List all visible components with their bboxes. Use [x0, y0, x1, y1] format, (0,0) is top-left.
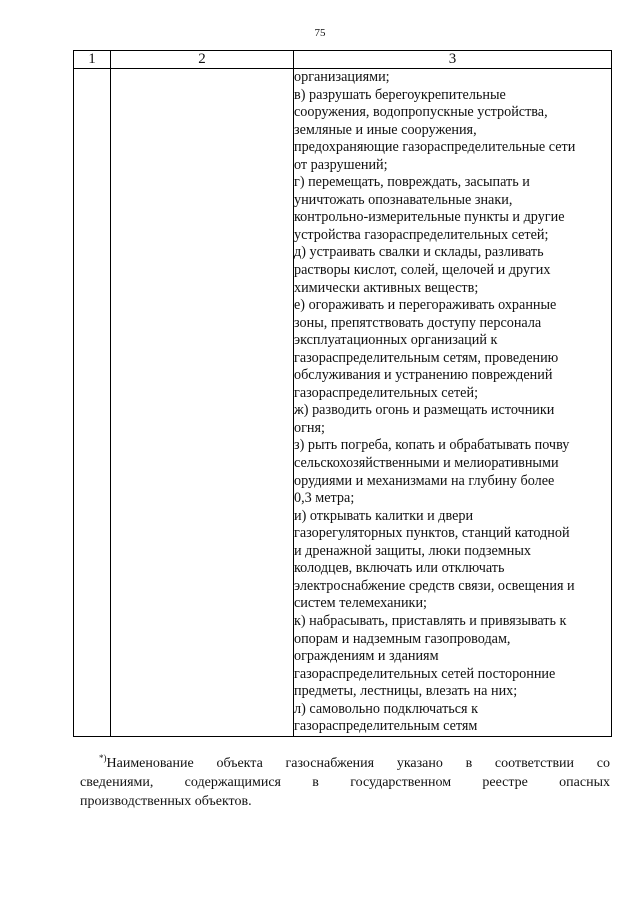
- text-line: контрольно-измерительные пункты и другие: [294, 209, 565, 226]
- text-line: и дренажной защиты, люки подземных: [294, 542, 531, 559]
- text-line: газораспределительным сетям, проведению: [294, 349, 559, 366]
- text-line: устройства газораспределительных сетей;: [294, 226, 549, 243]
- text-line: сельскохозяйственными и мелиоративными: [294, 455, 559, 472]
- text-line: химически активных веществ;: [294, 279, 479, 296]
- text-line: г) перемещать, повреждать, засыпать и: [294, 174, 530, 191]
- text-line: и) открывать калитки и двери: [294, 507, 474, 524]
- text-line: е) огораживать и перегораживать охранные: [294, 297, 557, 314]
- text-line: земляные и иные сооружения,: [294, 121, 477, 138]
- text-line: электроснабжение средств связи, освещения и: [294, 577, 575, 594]
- text-line: газораспределительным сетям: [294, 718, 478, 735]
- table-cell-col1: [74, 69, 111, 737]
- text-line: эксплуатационных организаций к: [294, 332, 498, 349]
- text-line: колодцев, включать или отключать: [294, 560, 505, 577]
- footnote-line-3: производственных объектов.: [80, 794, 252, 809]
- text-line: в) разрушать берегоукрепительные: [294, 86, 506, 103]
- text-line: сооружения, водопропускные устройства,: [294, 104, 548, 121]
- text-line: газораспределительных сетей;: [294, 384, 479, 401]
- text-line: л) самовольно подключаться к: [294, 700, 479, 717]
- text-line: организациями;: [294, 69, 390, 85]
- text-line: газорегуляторных пунктов, станций катодной: [294, 525, 570, 542]
- text-line: предметы, лестницы, влезать на них;: [294, 683, 518, 700]
- text-line: от разрушений;: [294, 156, 388, 173]
- text-line: предохраняющие газораспределительные сети: [294, 139, 576, 156]
- text-line: газораспределительных сетей посторонние: [294, 665, 556, 682]
- text-line: зоны, препятствовать доступу персонала: [294, 314, 542, 331]
- table-cell-col2: [111, 69, 294, 737]
- table-header-row: [74, 51, 612, 69]
- text-line: з) рыть погреба, копать и обрабатывать почву: [294, 437, 570, 454]
- text-line: растворы кислот, солей, щелочей и других: [294, 262, 551, 279]
- footnote-text-1: Наименование объекта газоснабжения указано в соответствии со: [106, 756, 610, 771]
- footnote-line-1: [80, 754, 610, 773]
- text-line: опорам и надземным газопроводам,: [294, 630, 511, 647]
- text-line: д) устраивать свалки и склады, разливать: [294, 244, 544, 261]
- text-line: систем телемеханики;: [294, 595, 427, 612]
- text-line: орудиями и механизмами на глубину более: [294, 472, 555, 489]
- table-row: [74, 69, 612, 737]
- text-line: ж) разводить огонь и размещать источники: [294, 402, 555, 419]
- column-header-2: 2: [111, 51, 294, 69]
- footnote: [80, 754, 610, 811]
- hazard-restrictions-table: [73, 50, 612, 737]
- text-line: огня;: [294, 419, 325, 436]
- text-line: 0,3 метра;: [294, 490, 355, 507]
- text-line: уничтожать опознавательные знаки,: [294, 191, 513, 208]
- footnote-line-2: сведениями, содержащимися в государственном реестре опасных: [80, 775, 610, 790]
- column-header-1: 1: [74, 51, 111, 69]
- footnote-marker: *): [99, 753, 107, 763]
- page-number: 75: [314, 27, 326, 39]
- text-line: обслуживания и устранению повреждений: [294, 367, 553, 384]
- text-line: ограждениям и зданиям: [294, 648, 439, 665]
- table-cell-restrictions: [294, 69, 612, 737]
- column-header-3: 3: [294, 51, 612, 69]
- text-line: к) набрасывать, приставлять и привязывать к: [294, 612, 567, 629]
